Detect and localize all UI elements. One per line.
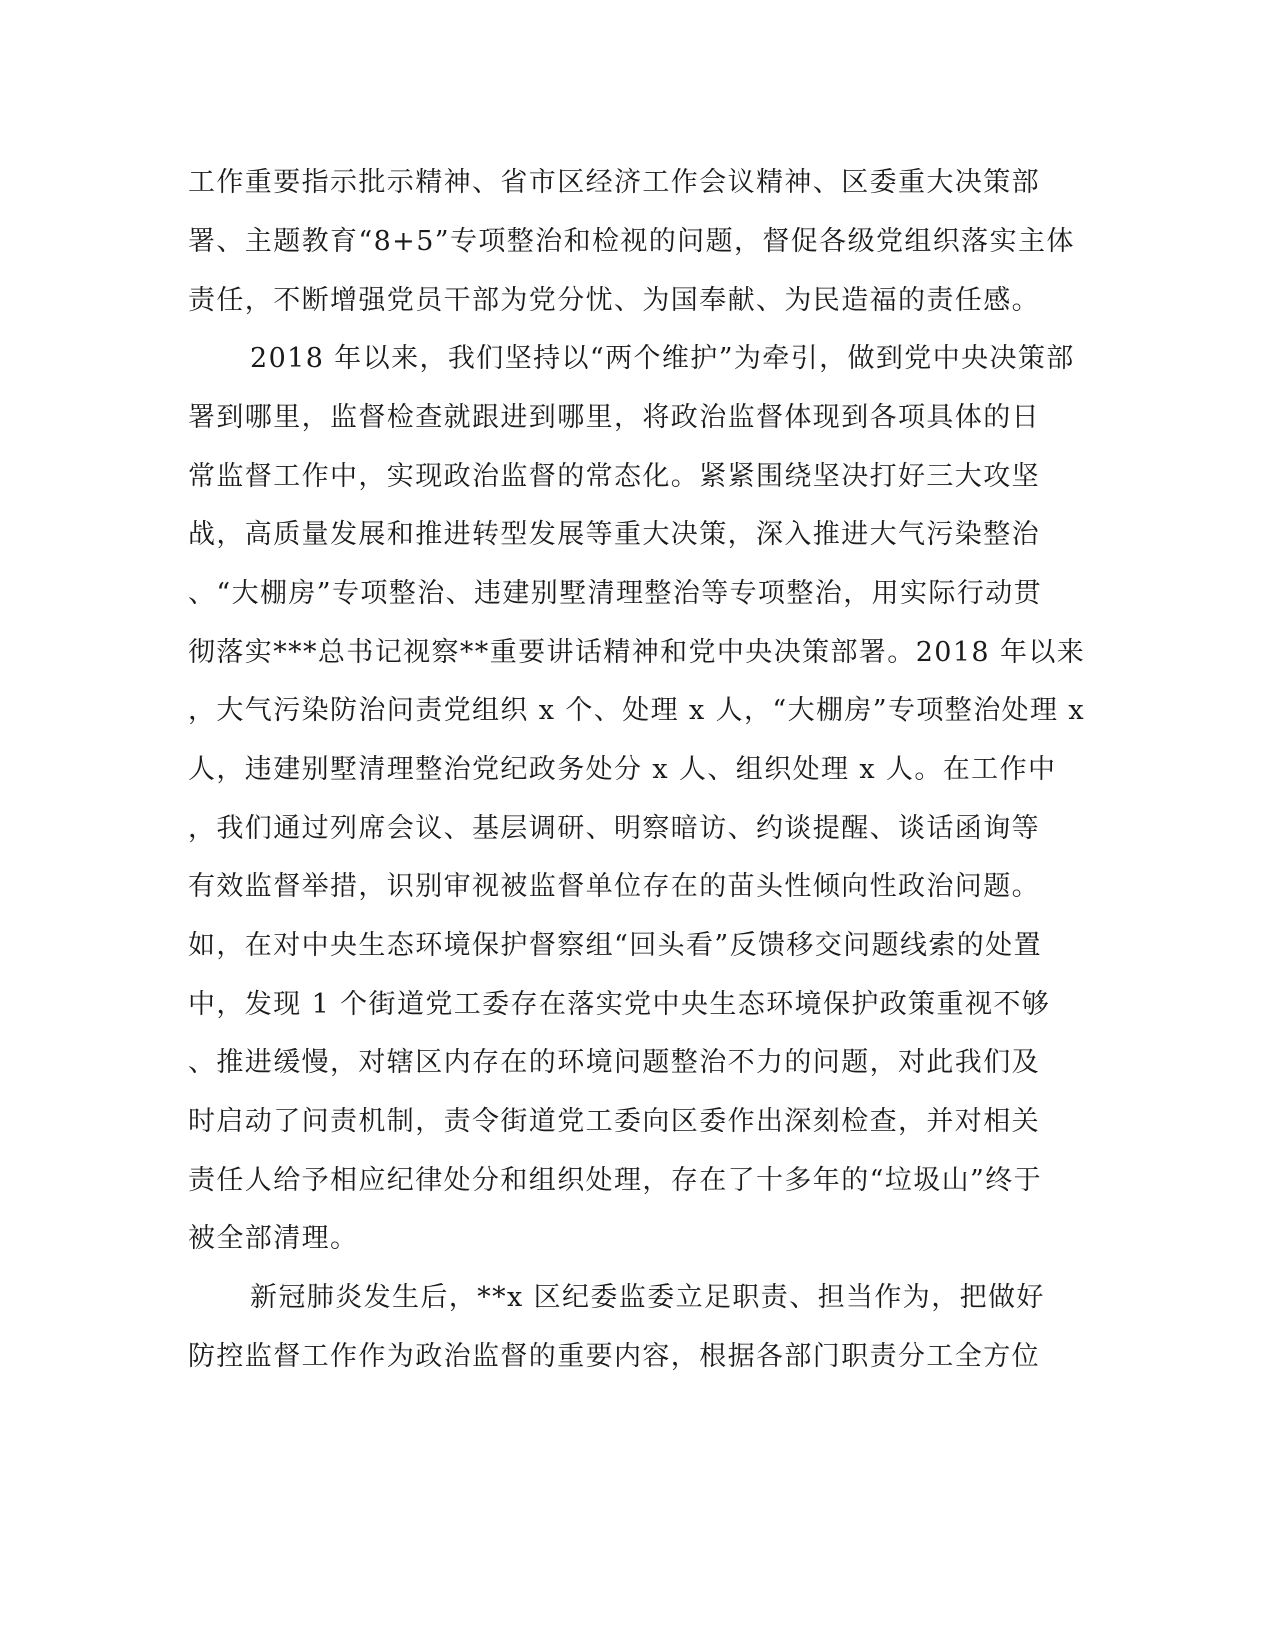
text-line: 中，发现 1 个街道党工委存在落实党中央生态环境保护政策重视不够 [188,989,1051,1020]
text-line: 常监督工作中，实现政治监督的常态化。紧紧围绕坚决打好三大攻坚 [188,461,1040,492]
text-line: 防控监督工作作为政治监督的重要内容，根据各部门职责分工全方位 [188,1341,1040,1372]
text-line: 被全部清理。 [188,1223,359,1254]
text-line: 如，在对中央生态环境保护督察组“回头看”反馈移交问题线索的处置 [188,930,1043,961]
text-line: 有效监督举措，识别审视被监督单位存在的苗头性倾向性政治问题。 [188,871,1040,902]
text-line: 责任，不断增强党员干部为党分忧、为国奉献、为民造福的责任感。 [188,285,1040,316]
text-line: 、推进缓慢，对辖区内存在的环境问题整治不力的问题，对此我们及 [188,1047,1040,1078]
text-line: 战，高质量发展和推进转型发展等重大决策，深入推进大气污染整治 [188,519,1040,550]
text-line: 署、主题教育“8+5”专项整治和检视的问题，督促各级党组织落实主体 [188,226,1075,257]
text-line: 彻落实***总书记视察**重要讲话精神和党中央决策部署。2018 年以来 [188,637,1086,668]
text-line: ，大气污染防治问责党组织 x 个、处理 x 人，“大棚房”专项整治处理 x [188,695,1085,726]
text-line: 时启动了问责机制，责令街道党工委向区委作出深刻检查，并对相关 [188,1106,1040,1137]
text-line: 责任人给予相应纪律处分和组织处理，存在了十多年的“垃圾山”终于 [188,1165,1043,1196]
paragraph-first-line: 新冠肺炎发生后，**x 区纪委监委立足职责、担当作为，把做好 [250,1282,1045,1313]
text-line: 人，违建别墅清理整治党纪政务处分 x 人、组织处理 x 人。在工作中 [188,754,1057,785]
text-line: 、“大棚房”专项整治、违建别墅清理整治等专项整治，用实际行动贯 [188,578,1043,609]
text-line: ，我们通过列席会议、基层调研、明察暗访、约谈提醒、谈话函询等 [188,813,1040,844]
text-line: 工作重要指示批示精神、省市区经济工作会议精神、区委重大决策部 [188,167,1040,198]
text-line: 署到哪里，监督检查就跟进到哪里，将政治监督体现到各项具体的日 [188,402,1040,433]
paragraph-first-line: 2018 年以来，我们坚持以“两个维护”为牵引，做到党中央决策部 [250,343,1075,374]
